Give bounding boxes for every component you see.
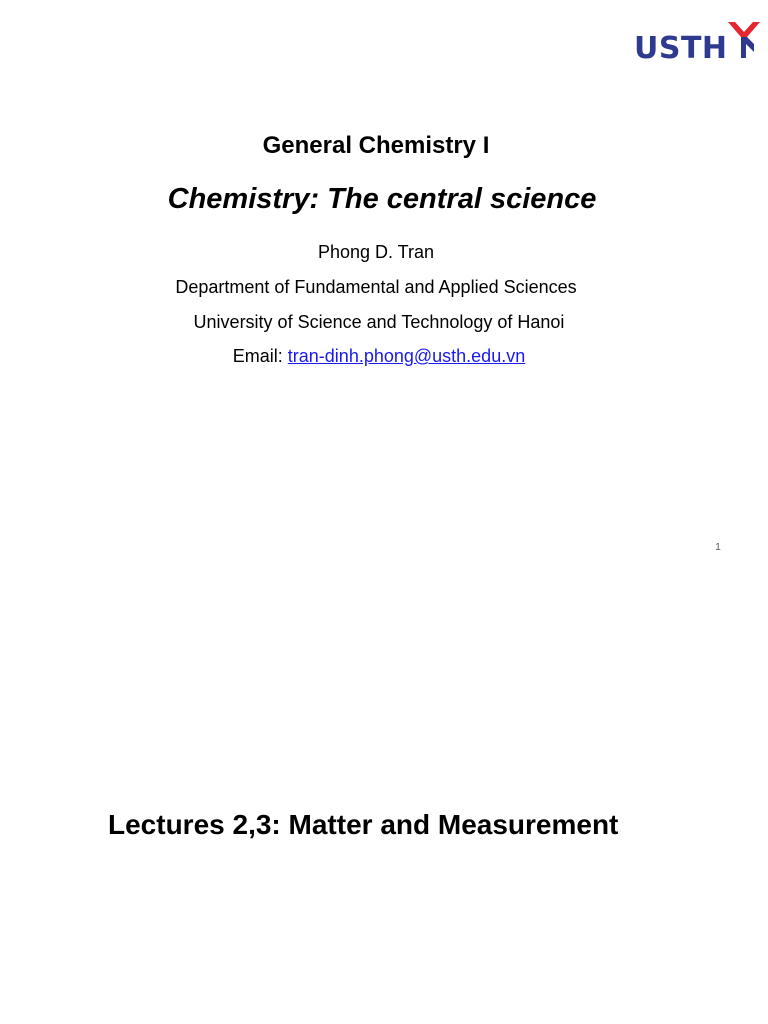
slide-lecture-title <box>0 580 768 1024</box>
department-name: Department of Fundamental and Applied Sciences <box>175 277 577 297</box>
email-line <box>0 346 763 367</box>
subtitle: Chemistry: The central science <box>167 183 597 215</box>
usth-logo-text: USTH <box>634 31 728 66</box>
author-name: Phong D. Tran <box>317 242 435 262</box>
email-link[interactable]: tran-dinh.phong@usth.edu.vn <box>287 346 526 366</box>
email-label: Email: <box>232 346 288 366</box>
usth-logo-mark-icon <box>728 20 760 60</box>
page-number: 1 <box>715 542 721 553</box>
university-name: University of Science and Technology of Hanoi <box>193 312 565 332</box>
usth-logo <box>634 20 760 68</box>
course-title: General Chemistry I <box>262 132 490 159</box>
lecture-title: Lectures 2,3: Matter and Measurement <box>108 809 619 840</box>
